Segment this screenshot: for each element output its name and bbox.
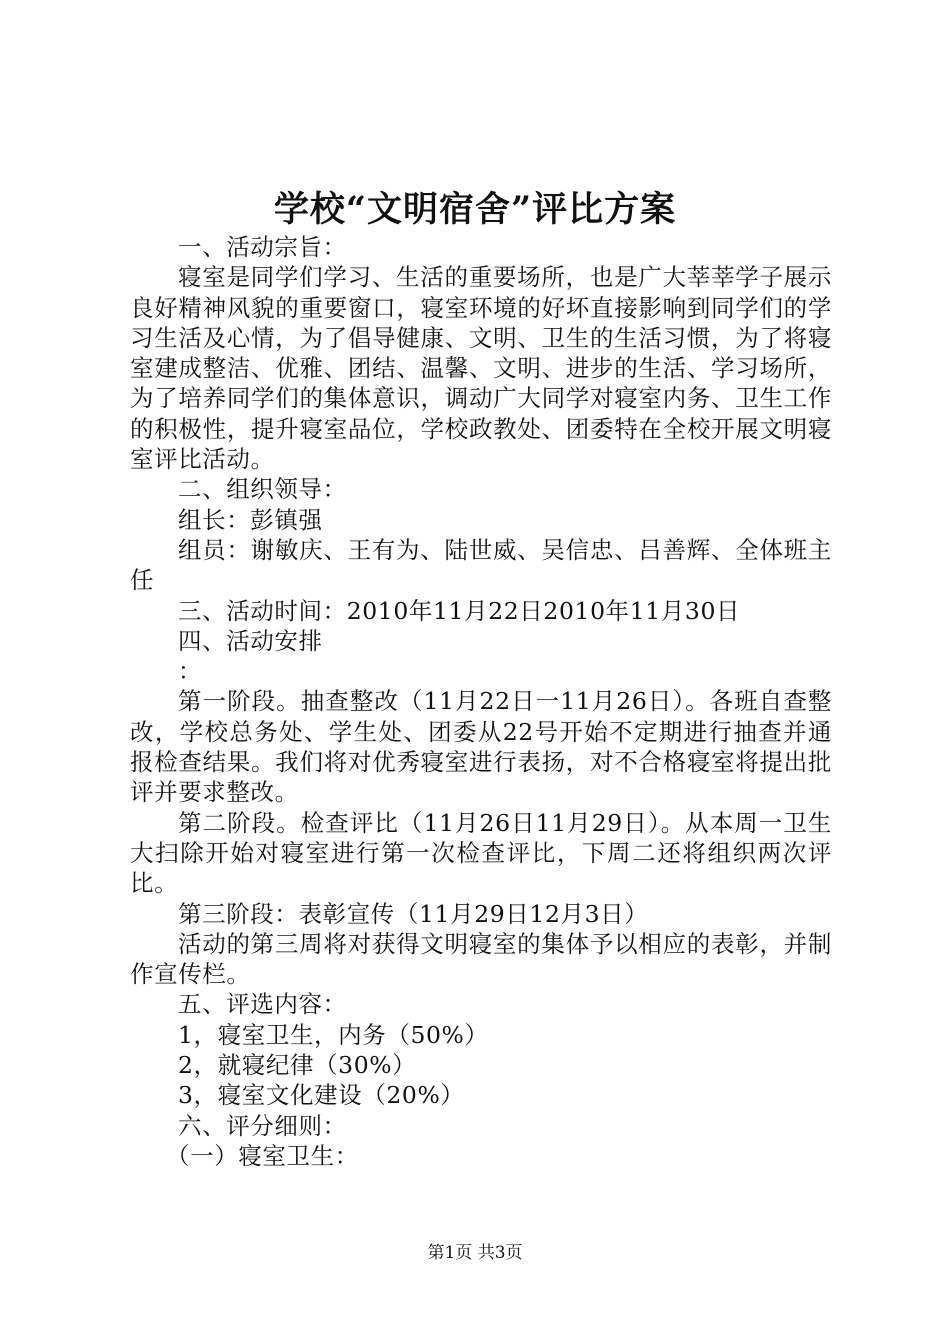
criteria-item-culture: 3，寝室文化建设（20%） [178, 1081, 465, 1110]
section-heading-purpose: 一、活动宗旨： [178, 233, 347, 261]
document-title: 学校“文明宿舍”评比方案 [273, 189, 677, 230]
document-body [130, 232, 832, 1171]
team-leader-line: 组长：彭镇强 [178, 505, 323, 534]
scoring-subheading-hygiene: （一）寝室卫生： [166, 1141, 359, 1170]
page-footer: 第1页 共3页 [427, 1243, 523, 1263]
activity-time-line: 三、活动时间：2010年11月22日2010年11月30日 [178, 596, 741, 625]
team-members-line: 组员：谢敏庆、王有为、陆世威、吴信忠、吕善辉、全体班主任 [130, 535, 832, 595]
section-heading-scoring: 六、评分细则： [178, 1111, 347, 1140]
section-heading-criteria: 五、评选内容： [178, 990, 347, 1019]
phase-three-paragraph: 活动的第三周将对获得文明寝室的集体予以相应的表彰，并制作宣传栏。 [130, 929, 832, 989]
arrangement-colon-line: ： [178, 657, 203, 686]
phase-two-paragraph: 第二阶段。检查评比（11月26日11月29日）。从本周一卫生大扫除开始对寝室进行第一次检查评比，下周二还将组织两次评比。 [130, 808, 832, 898]
phase-three-heading: 第三阶段：表彰宣传（11月29日12月3日） [178, 899, 649, 928]
criteria-item-discipline: 2，就寝纪律（30%） [178, 1051, 417, 1080]
criteria-item-hygiene: 1，寝室卫生，内务（50%） [178, 1020, 489, 1049]
phase-one-paragraph: 第一阶段。抽查整改（11月22日一11月26日）。各班自查整改，学校总务处、学生处、团委从22号开始不定期进行抽查并通报检查结果。我们将对优秀寝室进行表扬，对不合格寝室将提出批评并要求整改。 [130, 687, 832, 807]
section-heading-arrangement: 四、活动安排 [178, 626, 323, 655]
purpose-paragraph: 寝室是同学们学习、生活的重要场所，也是广大莘莘学子展示良好精神风貌的重要窗口，寝室环境的好坏直接影响到同学们的学习生活及心情，为了倡导健康、文明、卫生的生活习惯，为了将寝室建成整洁、优雅、团结、温馨、文明、进步的生活、学习场所，为了培养同学们的集体意识，调动广大同学对寝室内务、卫生工作的积极性，提升寝室品位，学校政教处、团委特在全校开展文明寝室评比活动。 [130, 263, 832, 474]
section-heading-organization: 二、组织领导： [178, 475, 347, 504]
